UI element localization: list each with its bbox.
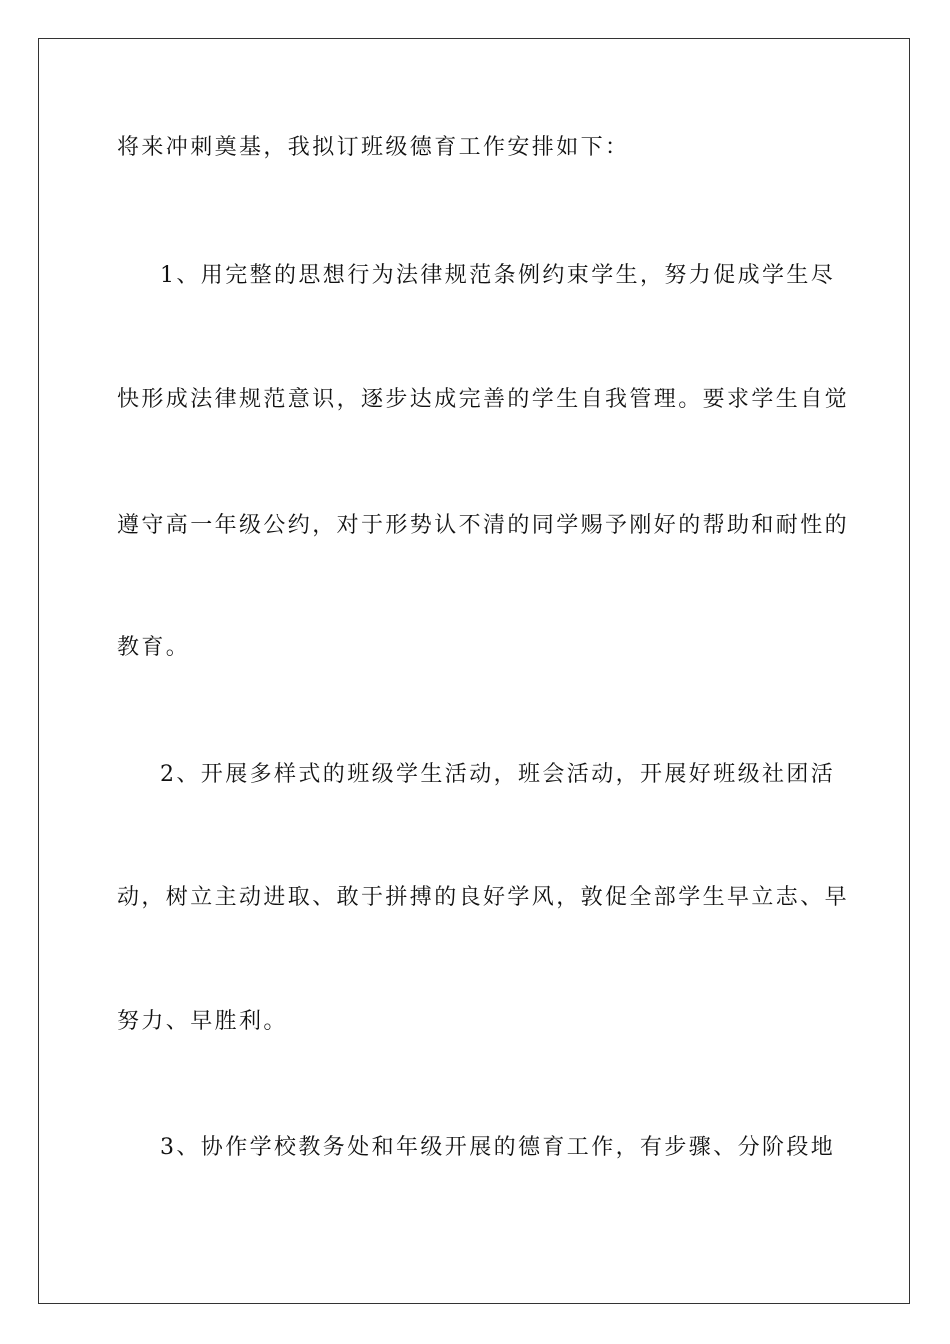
- text-line-5: 教育。: [117, 635, 191, 660]
- text-line-6: 2、开展多样式的班级学生活动，班会活动，开展好班级社团活: [160, 762, 836, 787]
- text-line-7: 动，树立主动进取、敢于拼搏的良好学风，敦促全部学生早立志、早: [117, 885, 850, 910]
- text-line-9: 3、协作学校教务处和年级开展的德育工作，有步骤、分阶段地: [160, 1135, 836, 1160]
- page-border: [38, 38, 910, 1304]
- text-line-1: 将来冲刺奠基，我拟订班级德育工作安排如下：: [117, 135, 630, 160]
- text-line-4: 遵守高一年级公约，对于形势认不清的同学赐予刚好的帮助和耐性的: [117, 513, 850, 538]
- text-line-2: 1、用完整的思想行为法律规范条例约束学生，努力促成学生尽: [160, 263, 836, 288]
- text-line-8: 努力、早胜利。: [117, 1009, 288, 1034]
- text-line-3: 快形成法律规范意识，逐步达成完善的学生自我管理。要求学生自觉: [117, 387, 850, 412]
